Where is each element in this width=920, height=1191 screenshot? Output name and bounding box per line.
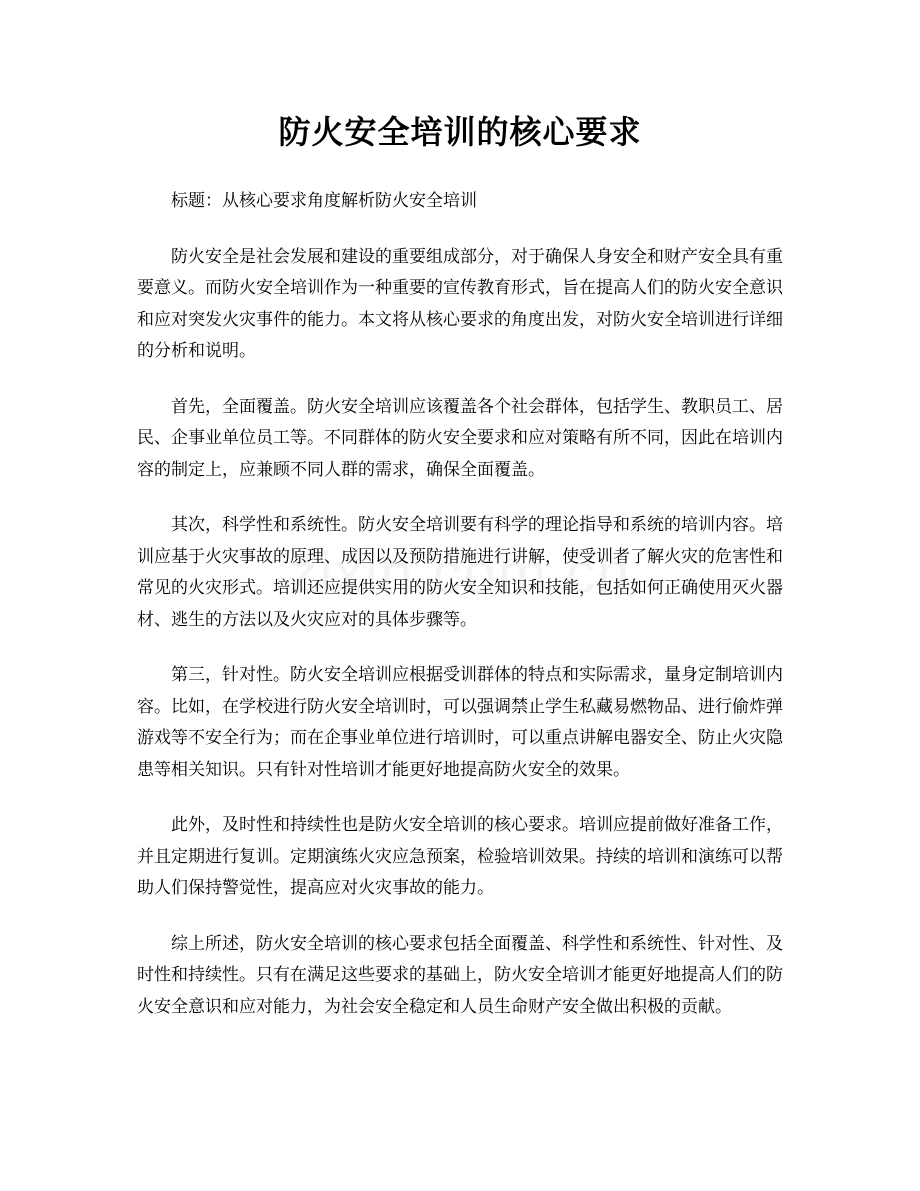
paragraph-targeted: 第三，针对性。防火安全培训应根据受训群体的特点和实际需求，量身定制培训内容。比如，在学校进行防火安全培训时，可以强调禁止学生私藏易燃物品、进行偷炸弹游戏等不安全行为；而在企事业单位进行培训时，可以重点讲解电器安全、防止火灾隐患等相关知识。只有针对性培训才能更好地提高防火安全的效果。	[137, 665, 783, 780]
paragraph-intro: 防火安全是社会发展和建设的重要组成部分，对于确保人身安全和财产安全具有重要意义。而防火安全培训作为一种重要的宣传教育形式，旨在提高人们的防火安全意识和应对突发火灾事件的能力。本文将从核心要求的角度出发，对防火安全培训进行详细的分析和说明。	[137, 246, 783, 361]
paragraph-conclusion: 综上所述，防火安全培训的核心要求包括全面覆盖、科学性和系统性、针对性、及时性和持续性。只有在满足这些要求的基础上，防火安全培训才能更好地提高人们的防火安全意识和应对能力，为社会安全稳定和人员生命财产安全做出积极的贡献。	[137, 933, 783, 1017]
paragraph-coverage: 首先，全面覆盖。防火安全培训应该覆盖各个社会群体，包括学生、教职员工、居民、企事业单位员工等。不同群体的防火安全要求和应对策略有所不同，因此在培训内容的制定上，应兼顾不同人群的需求，确保全面覆盖。	[137, 396, 783, 480]
document-title: 防火安全培训的核心要求	[278, 113, 642, 151]
paragraph-scientific: 其次，科学性和系统性。防火安全培训要有科学的理论指导和系统的培训内容。培训应基于火灾事故的原理、成因以及预防措施进行讲解，使受训者了解火灾的危害性和常见的火灾形式。培训还应提供实用的防火安全知识和技能，包括如何正确使用灭火器材、逃生的方法以及火灾应对的具体步骤等。	[137, 515, 783, 630]
document-body	[137, 186, 783, 1047]
paragraph-timely: 此外，及时性和持续性也是防火安全培训的核心要求。培训应提前做好准备工作，并且定期进行复训。定期演练火灾应急预案，检验培训效果。持续的培训和演练可以帮助人们保持警觉性，提高应对火灾事故的能力。	[137, 815, 783, 898]
document-subtitle: 标题：从核心要求角度解析防火安全培训	[171, 191, 477, 211]
